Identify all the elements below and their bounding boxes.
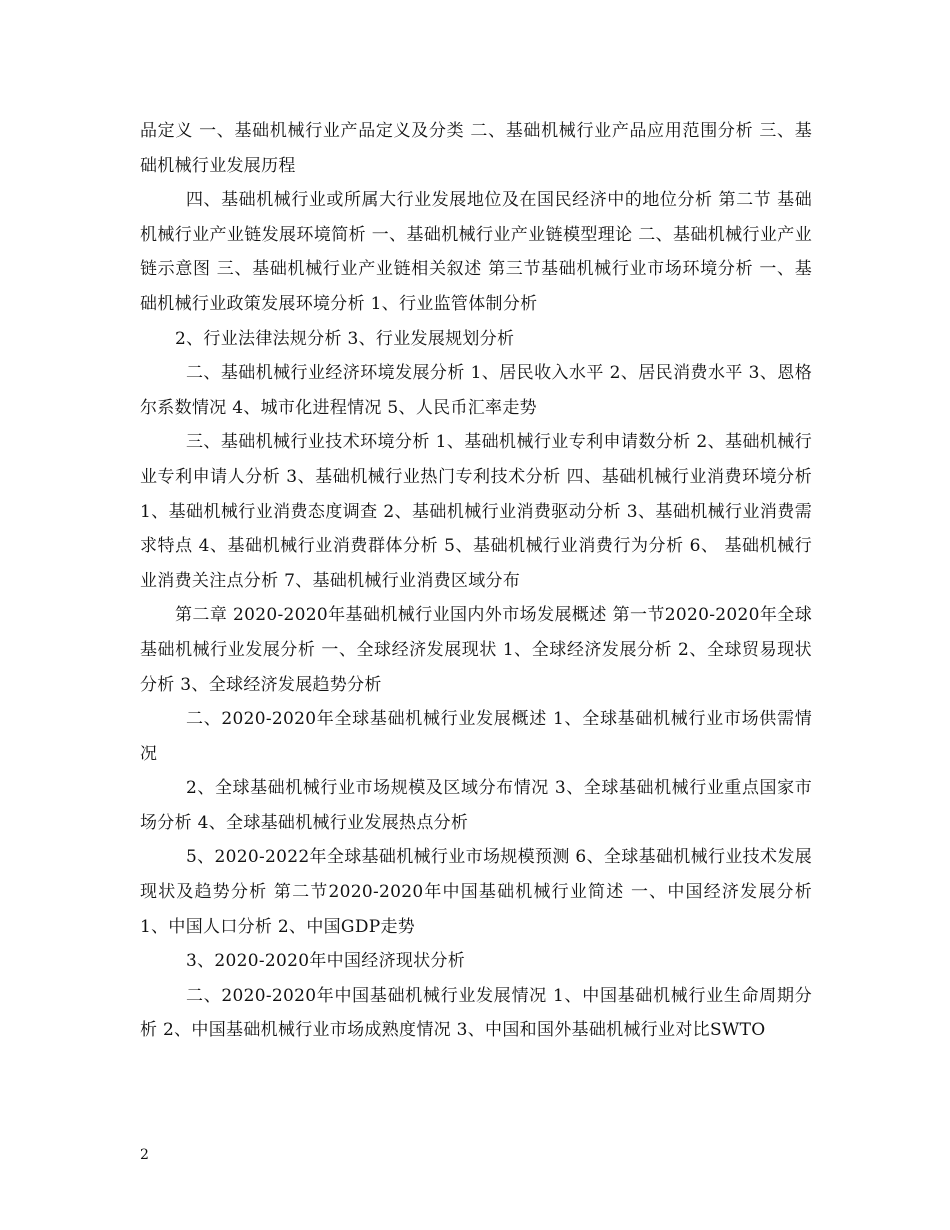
document-body [140, 114, 812, 1048]
paragraph: 品定义 一、基础机械行业产品定义及分类 二、基础机械行业产品应用范围分析 三、基础机械行业发展历程 [140, 121, 812, 176]
page-number: 2 [140, 1147, 149, 1163]
paragraph: 二、2020-2020年中国基础机械行业发展情况 1、中国基础机械行业生命周期分析 2、中国基础机械行业市场成熟度情况 3、中国和国外基础机械行业对比SWTO [140, 985, 812, 1041]
paragraph: 5、2020-2022年全球基础机械行业市场规模预测 6、全球基础机械行业技术发展现状及趋势分析 第二节2020-2020年中国基础机械行业简述 一、中国经济发展分析 1、中国人口分析 2、中国GDP走势 [140, 847, 812, 937]
paragraph: 二、2020-2020年全球基础机械行业发展概述 1、全球基础机械行业市场供需情况 [140, 709, 812, 764]
paragraph: 3、2020-2020年中国经济现状分析 [186, 951, 466, 972]
paragraph: 四、基础机械行业或所属大行业发展地位及在国民经济中的地位分析 第二节 基础机械行业产业链发展环境简析 一、基础机械行业产业链模型理论 二、基础机械行业产业链示意图 三、基础机械行业产业链相关叙述 第三节基础机械行业市场环境分析 一、基础机械行业政策发展环境分析 1、行业监管体制分析 [140, 190, 812, 314]
paragraph: 三、基础机械行业技术环境分析 1、基础机械行业专利申请数分析 2、基础机械行业专利申请人分析 3、基础机械行业热门专利技术分析 四、基础机械行业消费环境分析 1、基础机械行业消费态度调查 2、基础机械行业消费驱动分析 3、基础机械行业消费需求特点 4、基础机械行业消费群体分析 5、基础机械行业消费行为分析 6、 基础机械行业消费关注点分析 7、基础机械行业消费区域分布 [140, 432, 812, 591]
paragraph: 2、全球基础机械行业市场规模及区域分布情况 3、全球基础机械行业重点国家市场分析 4、全球基础机械行业发展热点分析 [140, 778, 812, 833]
paragraph: 第二章 2020-2020年基础机械行业国内外市场发展概述 第一节2020-2020年全球基础机械行业发展分析 一、全球经济发展现状 1、全球经济发展分析 2、全球贸易现状分析 3、全球经济发展趋势分析 [140, 605, 812, 695]
paragraph: 2、行业法律法规分析 3、行业发展规划分析 [175, 328, 515, 349]
paragraph: 二、基础机械行业经济环境发展分析 1、居民收入水平 2、居民消费水平 3、恩格尔系数情况 4、城市化进程情况 5、人民币汇率走势 [140, 363, 812, 418]
